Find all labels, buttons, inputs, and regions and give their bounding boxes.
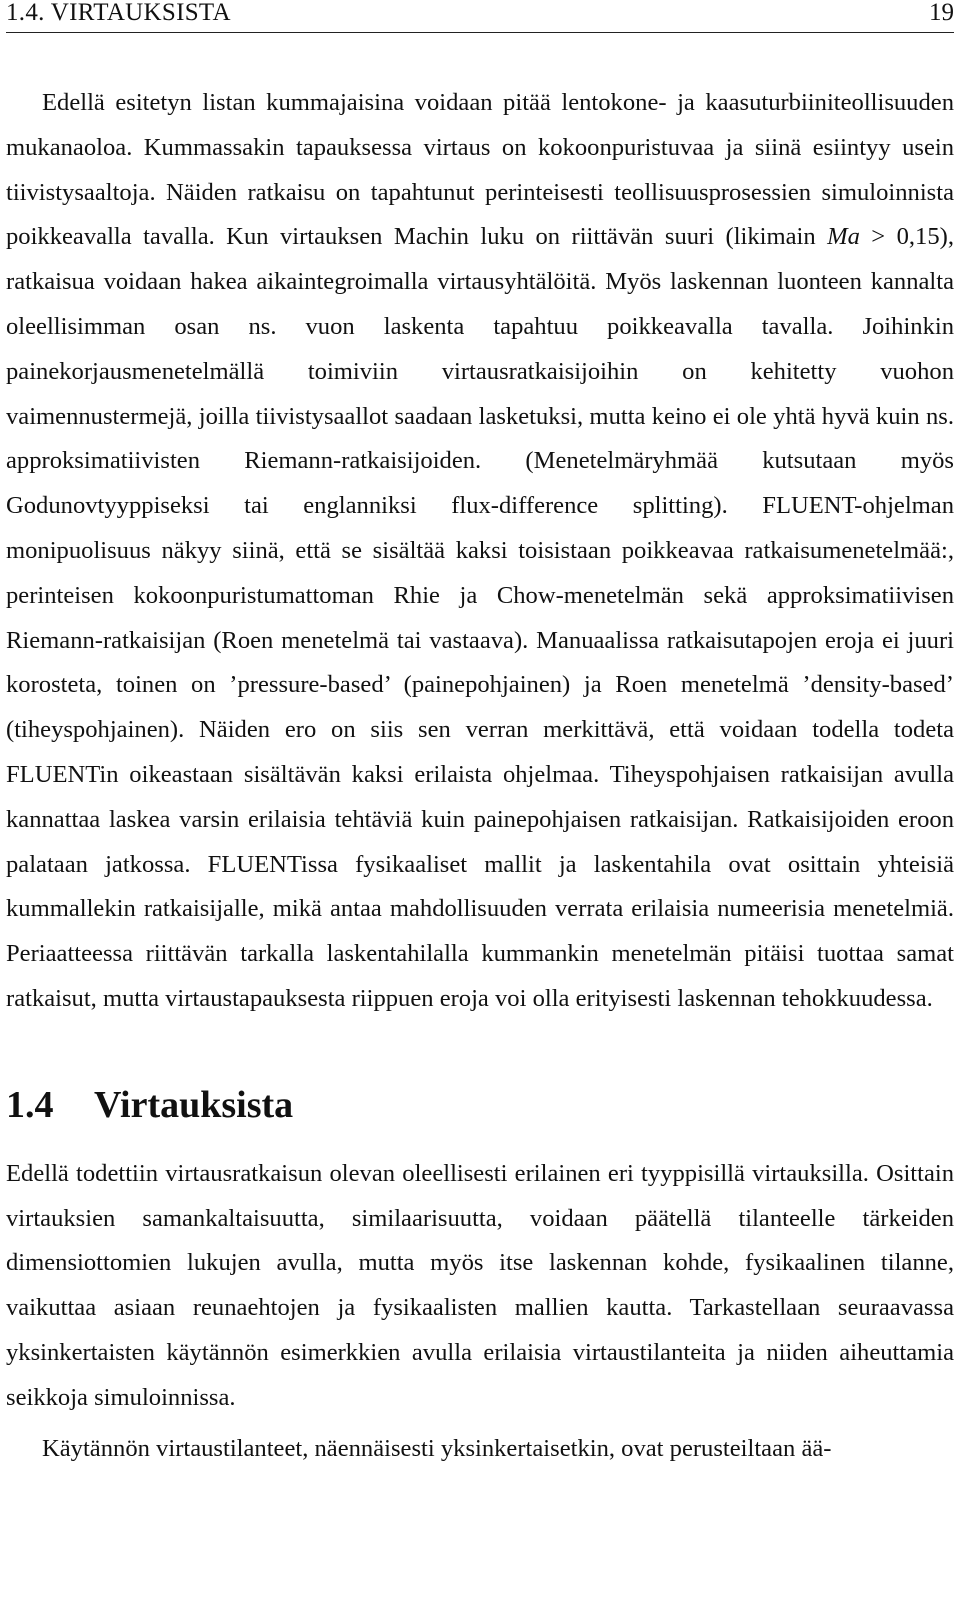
section-number: 1.4 <box>6 1083 54 1126</box>
page-number: 19 <box>929 0 954 26</box>
section-heading <box>6 1080 954 1130</box>
header-section-label: 1.4. VIRTAUKSISTA <box>6 0 231 26</box>
paragraph-continued: Käytännön virtaustilanteet, näennäisesti yksinkertaisetkin, ovat perusteiltaan ää- <box>42 1434 832 1462</box>
paragraph-mach-number <box>6 81 954 1022</box>
running-header <box>6 0 954 33</box>
section-title: Virtauksista <box>94 1083 294 1126</box>
mach-number-symbol: Ma <box>827 223 860 251</box>
paragraph-intro: Edellä todettiin virtausratkaisun olevan oleellisesti erilainen eri tyyppisillä virtauksilla. Osittain virtauksien samankaltaisuutta, similaarisuutta, voidaan päätellä tilanteelle tärkeiden dimensiottomien lukujen avulla, mutta myös itse laskennan kohde, fysikaalinen tilanne, vaikuttaa asiaan reunaehtojen ja fysikaalisten mallien kautta. Tarkastellaan seuraavassa yksinkertaisten käytännön esimerkkien avulla erilaisia virtaustilanteita ja niiden aiheuttamia seikkoja simuloinnissa. <box>6 1159 954 1411</box>
paragraph-text-continued: ), ratkaisua voidaan hakea aikaintegroimalla virtausyhtälöitä. Myös laskennan luonteen kannalta oleellisimman osan ns. vuon laskenta tapahtuu poikkeavalla tavalla. Joihinkin painekorjausmenetelmällä toimiviin virtausratkaisijoihin on kehitetty vuohon vaimennustermejä, joilla tiivistysaallot saadaan lasketuksi, mutta keino ei ole yhtä hyvä kuin ns. approksimatiivisten Riemann-ratkaisijoiden. (Menetelmäryhmää kutsutaan myös Godunovtyyppiseksi tai englanniksi flux-difference splitting). FLUENT-ohjelman monipuolisuus näkyy siinä, että se sisältää kaksi toisistaan poikkeavaa ratkaisumenetelmää:, perinteisen kokoonpuristumattoman Rhie ja Chow-menetelmän sekä approksimatiivisen Riemann-ratkaisijan (Roen menetelmä tai vastaava). Manuaalissa ratkaisutapojen eroja ei juuri korosteta, toinen on ’pressure-based’ (painepohjainen) ja Roen menetelmä ’density-based’ (tiheyspohjainen). Näiden ero on siis sen verran merkittävä, että voidaan todella todeta FLUENTin oikeastaan sisältävän kaksi erilaista ohjelmaa. Tiheyspohjaisen ratkaisijan avulla kannattaa laskea varsin erilaisia tehtäviä kuin painepohjaisen ratkaisijan. Ratkaisijoiden eroon palataan jatkossa. FLUENTissa fysikaaliset mallit ja laskentahila ovat osittain yhteisiä kummallekin ratkaisijalle, mikä antaa mahdollisuuden verrata erilaisia numeerisia menetelmiä. Periaatteessa riittävän tarkalla laskentahilalla kummankin menetelmän pitäisi tuottaa samat ratkaisut, mutta virtaustapauksesta riippuen eroja voi olla erityisesti laskennan tehokkuudessa. <box>6 223 954 1012</box>
mach-number-threshold: > 0,15 <box>859 223 940 251</box>
document-page <box>6 0 954 1471</box>
paragraph-text: Edellä esitetyn listan kummajaisina voidaan pitää lentokone- ja kaasuturbiiniteollisuuden mukanaoloa. Kummassakin tapauksessa virtaus on kokoonpuristuvaa ja siinä esiintyy usein tiivistysaaltoja. Näiden ratkaisu on tapahtunut perinteisesti teollisuusprosessien simuloinnista poikkeavalla tavalla. Kun virtauksen Machin luku on riittävän suuri (likimain <box>6 89 954 251</box>
